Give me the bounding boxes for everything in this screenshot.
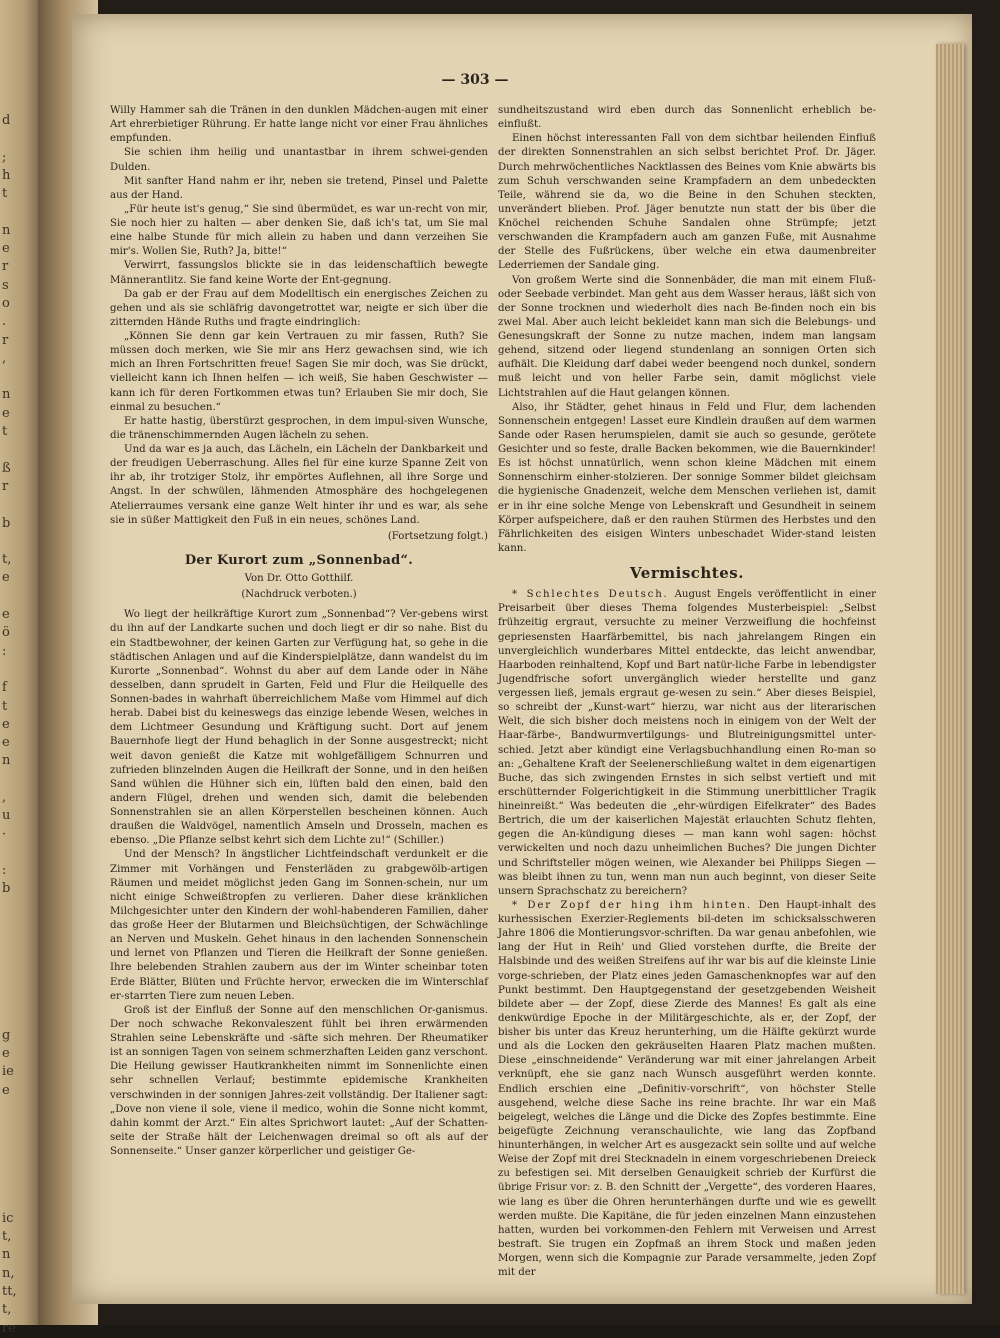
cut-letter: n	[2, 222, 11, 238]
cut-letter: n	[2, 1247, 11, 1263]
cut-letter: tt,	[2, 1284, 17, 1299]
article-continuation	[498, 104, 876, 556]
cut-letter	[2, 1192, 38, 1210]
cut-letter	[2, 130, 38, 148]
cut-letter: t,	[2, 1302, 12, 1318]
cut-letter: e	[2, 570, 10, 586]
left-page-cut-text	[2, 112, 38, 1338]
cut-letter: ,	[2, 789, 7, 805]
paragraph: Verwirrt, fassungslos blickte sie in das leidenschaftlich bewegte Männerantlitz. Sie fand keine Worte der Ent-gegnung.	[110, 260, 488, 286]
cut-letter	[2, 1100, 38, 1118]
cut-letter	[2, 917, 38, 935]
paragraph: Und da war es ja auch, das Lächeln, ein Lächeln der Dankbarkeit und der freudigen Ueberraschung. Alles fiel für eine kurze Spanne Zeit von ihr ab, ihr trotziger Stolz, ihr empörtes Auflehnen, all ihre Sorge und Angst. In der schwülen, lähmenden Atmosphäre des hochgelegenen Atelierraumes versank eine ganze Welt hinter ihr und es war, als sehe sie in süßer Mattigkeit den Fuß in ein neues, schönes Land.	[110, 444, 488, 526]
article-title: Der Kurort zum „Sonnenbad“.	[184, 552, 414, 568]
cut-letter: t,	[2, 1229, 12, 1245]
cut-letter: r	[2, 259, 9, 275]
cut-letter	[2, 533, 38, 551]
cut-letter: :	[2, 863, 7, 879]
miscellany-items	[498, 588, 876, 1280]
novel-continuation	[110, 104, 488, 528]
cut-letter	[2, 935, 38, 953]
cut-letter	[2, 588, 38, 606]
paragraph: Da gab er der Frau auf dem Modelltisch ein energisches Zeichen zu gehen und als sie schläfrig davongetrottet war, neigte er sich über die zitternden Hände Ruths und fragte eindringlich:	[110, 288, 488, 328]
cut-letter	[2, 990, 38, 1008]
cut-letter	[2, 441, 38, 459]
cut-letter: t	[2, 424, 8, 440]
cut-letter: ·	[2, 826, 7, 842]
cut-letter: e	[2, 716, 10, 732]
cut-letter	[2, 368, 38, 386]
cut-letter: e	[2, 241, 10, 257]
paragraph: Er hatte hastig, überstürzt gesprochen, in dem impul-siven Wunsche, die tränenschimmernden Augen lächeln zu sehen.	[110, 415, 488, 441]
cut-letter	[2, 661, 38, 679]
cut-letter	[2, 899, 38, 917]
cut-letter: b	[2, 881, 11, 897]
right-column	[498, 104, 876, 1280]
cut-letter: ;	[2, 149, 7, 165]
cut-letter: e	[2, 405, 10, 421]
cut-letter: n	[2, 387, 11, 403]
misc-item	[498, 588, 876, 899]
left-facing-page-edge	[0, 0, 40, 1336]
cut-letter: .	[2, 314, 7, 330]
cut-letter	[2, 771, 38, 789]
misc-item-heading: * Der Zopf der hing ihm hinten.	[512, 899, 752, 911]
paragraph: Willy Hammer sah die Tränen in den dunklen Mädchen-augen mit einer Art ehrerbietiger Rührung. Er hatte lange nicht vor einer Frau ähnliches empfunden.	[110, 105, 488, 145]
cut-letter: h	[2, 167, 11, 183]
cut-letter: t	[2, 186, 8, 202]
cut-letter: re	[2, 1320, 16, 1336]
continuation-note: (Fortsetzung folgt.)	[387, 530, 488, 542]
cut-letter: e	[2, 607, 10, 623]
cut-letter	[2, 1137, 38, 1155]
paragraph: Einen höchst interessanten Fall von dem sichtbar heilenden Einfluß der direkten Sonnenstrahlen an sich selbst berichtet Prof. Dr. Jäger. Durch mehrwöchentliches Nacktlassen des Beines vom Knie abwärts bis zum Schuh verschwanden seine Krampfadern an dem unbedeckten Teile, während sie da, wo die Beine in den Schuhen steckten, unverändert blieben. Prof. Jäger benutzte nun statt der bis über die Knöchel reichenden Schuhe Sandalen ohne Strümpfe; jetzt verschwanden die Krampfadern auch am ganzen Fuße, mit Ausnahme der Stelle des Fußrückens, über welche ein etwa daumenbreiter Lederriemen der Sandale ging.	[498, 133, 876, 272]
page-stack-edge	[936, 44, 964, 1294]
cut-letter: e	[2, 735, 10, 751]
cut-letter	[2, 844, 38, 862]
paragraph: „Für heute ist's genug,“ Sie sind übermüdet, es war un-recht von mir, Sie noch hier zu halten — aber denken Sie, daß ich's tat, um Sie mal eine halbe Stunde für mich allein zu haben und dann verzeihen Sie mir's. Wollen Sie, Ruth? Ja, bitte!“	[110, 203, 488, 258]
cut-letter: e	[2, 1046, 10, 1062]
cut-letter: s	[2, 277, 9, 293]
cut-letter	[2, 496, 38, 514]
misc-item-text: Den Haupt-inhalt des kurhessischen Exerzier-Reglements bil-deten im schicksalsschweren Jahre 1806 die Montierungsvor-schriften. Da war genau anbefohlen, wie lang der Hut in Reih' und Glied vorstehen durfte, die Breite der Halsbinde und des weißen Streifens auf ihr war bis auf die kleinste Linie vorge-schrieben, der Platz eines jeden Gamaschenknopfes war auf den Punkt bestimmt. Den Hauptgegenstand der gesetzgebenden Weisheit bildete aber — der Zopf, diese Zierde des Mannes! Es galt als eine denkwürdige Epoche in der Militärgeschichte, als er, der Zopf, der bisher bis unter das Kreuz herunterhing, um die Hälfte gekürzt wurde und als die Locken den gekräuselten Haaren Platz machen mußten. Diese „einschneidende“ Veränderung war mit einer jahrelangen Arbeit verknüpft, ehe sie ganz nach Wunsch ausgeführt werden konnte. Endlich erschien eine „Definitiv-vorschrift“, von höchster Stelle ausgehend, welche diese Sache ins reine brachte. Ihr war ein Maß beigelegt, welches die Länge und die Dicke des Zopfes bestimmte. Eine beigefügte Zeichnung veranschaulichte, wie lang das Zopfband hinunterhängen, in welcher Art es ausgezackt sein sollte und auf welche Weise der Zopf mit drei Stecknadeln in einem vorgeschriebenen Dreieck zu befestigen sei. Mit derselben Genauigkeit schrieb der Kurfürst die übrige Frisur vor: z. B. den Schnitt der „Vergette“, des vorderen Haares, wie lang es über die Ohren herunterhängen durfte und wie es gewellt werden mußte. Die Kapitäne, die für jeden einzelnen Mann einzustehen hatten, wurden bei vorkommen-den Fehlern mit Verweisen und Arrest bestraft. Sie trugen ein Zopfmaß an ihrem Stock und maßen jeden Morgen, wenn sich die Kompagnie zur Parade versammelte, jeden Zopf mit der	[498, 899, 876, 1279]
cut-letter: ß	[2, 460, 11, 476]
cut-letter: g	[2, 1027, 11, 1043]
cut-letter	[2, 1009, 38, 1027]
cut-letter: u	[2, 808, 11, 824]
cut-letter: r	[2, 332, 9, 348]
cut-letter: t	[2, 698, 8, 714]
paragraph: Sie schien ihm heilig und unantastbar in ihrem schwei-genden Dulden.	[110, 147, 488, 173]
cut-letter: t,	[2, 552, 12, 568]
paragraph: sundheitszustand wird eben durch das Sonnenlicht erheblich be-einflußt.	[498, 105, 876, 131]
misc-item-text: August Engels veröffentlicht in einer Preisarbeit über dieses Thema folgendes Musterbeispiel: „Selbst frühzeitig ergraut, versuchte zu meiner Verzweiflung die hochfeinst gepriesensten Haarfärbemittel, bis nach jahrelangem Ringen ein unvergleichlich wunderbares Mittel entdeckte, das leicht anwendbar, Haarboden reinhaltend, Kopf und Bart natür-liche Farbe in lebendigster Jugendfrische sofort unvergänglich wieder herstellte und ganz vergessen ließ, jemals ergraut ge-wesen zu sein.“ Aber dieses Beispiel, so schreibt der „Kunst-wart“ hierzu, war nicht aus der literarischen Welt, die sich bisher doch meistens noch in einigem von der Welt der Haar-färbe-, Bandwurmvertilgungs- und Blutreinigungsmittel unter-schied. Jetzt aber kündigt eine Verlagsbuchhandlung einen Ro-man so an: „Gehaltene Kraft der Seelenerschließung waltet in dem eigenartigen Buche, das sich zwingenden Ernstes in sich selbst vertieft und mit erschütternder Folgerichtigkeit in die Stimmung unerbittlicher Tragik hineinreißt.“ Was bedeuten die „ehr-würdigen Eifelkrater“ des Bades Bertrich, die um der kaiserlichen Majestät erlauchten Schutz flehten, gegen die An-kündigung dieses — man kann wohl sagen: höchst verwickelten und noch dazu unheimlichen Buches? Die jungen Dichter und Schriftsteller mögen weinen, wie Alexander bei Philipps Siegen — was bleibt ihnen zu tun, wenn man nun auch beginnt, von dieser Seite unsern Sprachschatz zu bereichern?	[498, 589, 877, 897]
cut-letter	[2, 1173, 38, 1191]
cut-letter: n,	[2, 1265, 15, 1281]
cut-letter	[2, 203, 38, 221]
cut-letter	[2, 972, 38, 990]
page-number: — 303 —	[441, 72, 509, 88]
paragraph: „Können Sie denn gar kein Vertrauen zu mir fassen, Ruth? Sie müssen doch merken, wie Sie mir ans Herz gewachsen sind, wie ich mich an Ihren Fortschritten freue! Sagen Sie mir doch, was Sie drückt, vielleicht kann ich Ihnen helfen — ich weiß, Sie haben Geschwister — kann ich für deren Fortkommen etwas tun? Erlauben Sie mir doch, Sie einmal zu besuchen.“	[110, 331, 488, 413]
paragraph: Mit sanfter Hand nahm er ihr, neben sie tretend, Pinsel und Palette aus der Hand.	[110, 175, 488, 201]
section-title: Vermischtes.	[630, 564, 744, 582]
misc-item-heading: * Schlechtes Deutsch.	[512, 589, 669, 601]
article-body	[110, 608, 488, 1159]
paragraph: Groß ist der Einfluß der Sonne auf den menschlichen Or-ganismus. Der noch schwache Rekonvaleszent fühlt bei ihren erwärmenden Strahlen seine Lebenskräfte und -säfte sich mehren. Der Rheumatiker ist an sonnigen Tagen von seinem schmerzhaften Leiden ganz verschont. Die Heilung gewisser Hautkrankheiten nimmt im Sonnenlichte einen sehr schnellen Verlauf; bestimmte epidemische Krankheiten verschwinden in der sonnigen Jahres-zeit vollständig. Der Italiener sagt: „Dove non viene il sole, viene il medico, wohin die Sonne nicht kommt, dahin kommt der Arzt.“ Ein altes Sprichwort lautet: „Auf der Schatten-seite der Straße hält der Leichenwagen dreimal so oft als auf der Sonnenseite.“ Unser ganzer körperlicher und geistiger Ge-	[110, 1004, 488, 1157]
cut-letter: ie	[2, 1064, 14, 1080]
left-column	[110, 104, 488, 1159]
paragraph: Und der Mensch? In ängstlicher Lichtfeindschaft verdunkelt er die Zimmer mit Vorhängen und Fensterläden zu grabgewölb-artigen Räumen und meidet möglichst jeden Gang im Sonnen-schein, nur um nicht einige Schweißtropfen zu verlieren. Daher diese kränklichen Milchgesichter unter den Kindern der wohl-habenderen Familien, daher das große Heer der Blutarmen und Bleichsüchtigen, der Schwächlinge an Nerven und Muskeln. Gehet hinaus in den lachenden Sonnenschein und lernet von Pflanzen und Tieren die Heilkraft der Sonne genießen. Ihre belebenden Strahlen zaubern aus der im Winter scheinbar toten Erde Blätter, Blüten und Früchte hervor, erwecken die im Winterschlaf er-starrten Tiere zum neuen Leben.	[110, 849, 488, 1002]
cut-letter: b	[2, 515, 11, 531]
cut-letter: ic	[2, 1210, 14, 1226]
cut-letter: ö	[2, 625, 10, 641]
paragraph: Wo liegt der heilkräftige Kurort zum „Sonnenbad“? Ver-gebens wirst du ihn auf der Landkarte suchen und doch liegt er dir so nahe. Bist du ein Stadtbewohner, der keinen Garten zur Verfügung hat, so gehe in die städtischen Anlagen und auf die Kinderspielplätze, dann wandelst du im Kurorte „Sonnenbad“. Wohnst du aber auf dem Lande oder in Nähe desselben, dann sprudelt in Garten, Feld und Flur die Heilquelle des Sonnen-bades in wahrhaft überreichlichem Maße vom Himmel auf dich herab. Dabei bist du keineswegs das einzige lebende Wesen, welches in dem Lichtmeer Gesundung und Kräftigung sucht. Dort auf jenem Bauernhofe liegt der Hund behaglich in der Sonne ausgestreckt; nicht weit davon genießt die Katze mit wohlgefälligem Schnurren und zufrieden blinzelnden Augen die Heilkraft der Sonne, und in den heißen Sand wühlen die Hühner sich ein, lüften bald den einen, bald den andern Flügel, drehen und wenden sich, damit die belebenden Sonnenstrahlen sie an allen Körperstellen bescheinen können. Auch draußen die Waldvögel, namentlich Amseln und Drosseln, machen es ebenso. „Die Pflanze selbst kehrt sich dem Lichte zu!“ (Schiller.)	[110, 609, 488, 847]
cut-letter: n	[2, 753, 11, 769]
cut-letter	[2, 1155, 38, 1173]
cut-letter: ,	[2, 350, 7, 366]
cut-letter: d	[2, 113, 11, 128]
paragraph: Also, ihr Städter, gehet hinaus in Feld und Flur, dem lachenden Sonnenschein entgegen! Lasset eure Kindlein draußen auf dem warmen Sande oder Rasen herumspielen, damit sie auch so gesunde, gerötete Gesichter und so feste, dralle Backen bekommen, wie die Bauernkinder! Es ist höchst unnatürlich, wenn schon kleine Mädchen mit einem Sonnenschirm einher-stolzieren. Der sonnige Sommer bildet gleichsam die hygienische Gnadenzeit, welche dem Menschen verliehen ist, damit er in ihr eine solche Menge von Lebenskraft und Gesundheit in seinem Körper aufspeichere, daß er den rauhen Stürmen des Herbstes und den Fährlichkeiten des eisigen Winters unbeschadet Wider-stand leisten kann.	[498, 401, 876, 554]
cut-letter	[2, 1118, 38, 1136]
cut-letter: f	[2, 680, 7, 696]
paragraph: Von großem Werte sind die Sonnenbäder, die man mit einem Fluß- oder Seebade verbindet. Man geht aus dem Wasser heraus, läßt sich von der Sonne trocknen und wiederholt dies nach Be-finden noch ein bis zwei Mal. Aber auch leicht bekleidet kann man sich die Belebungs- und Genesungskraft der Sonne zu nutze machen, indem man langsam gehend, sitzend oder liegend stundenlang an sonnigen Orten sich aufhält. Die Kleidung darf dabei weder beengend noch dunkel, sondern muß leicht und von heller Farbe sein, damit möglichst viele Lichtstrahlen auf die Haut gelangen können.	[498, 274, 876, 399]
cut-letter: o	[2, 295, 10, 311]
misc-item	[498, 899, 876, 1280]
cut-letter: r	[2, 478, 9, 494]
article-byline: Von Dr. Otto Gotthilf.	[244, 573, 354, 584]
reprint-notice: (Nachdruck verboten.)	[241, 589, 357, 601]
cut-letter: :	[2, 643, 7, 659]
cut-letter	[2, 954, 38, 972]
cut-letter: e	[2, 1082, 10, 1098]
